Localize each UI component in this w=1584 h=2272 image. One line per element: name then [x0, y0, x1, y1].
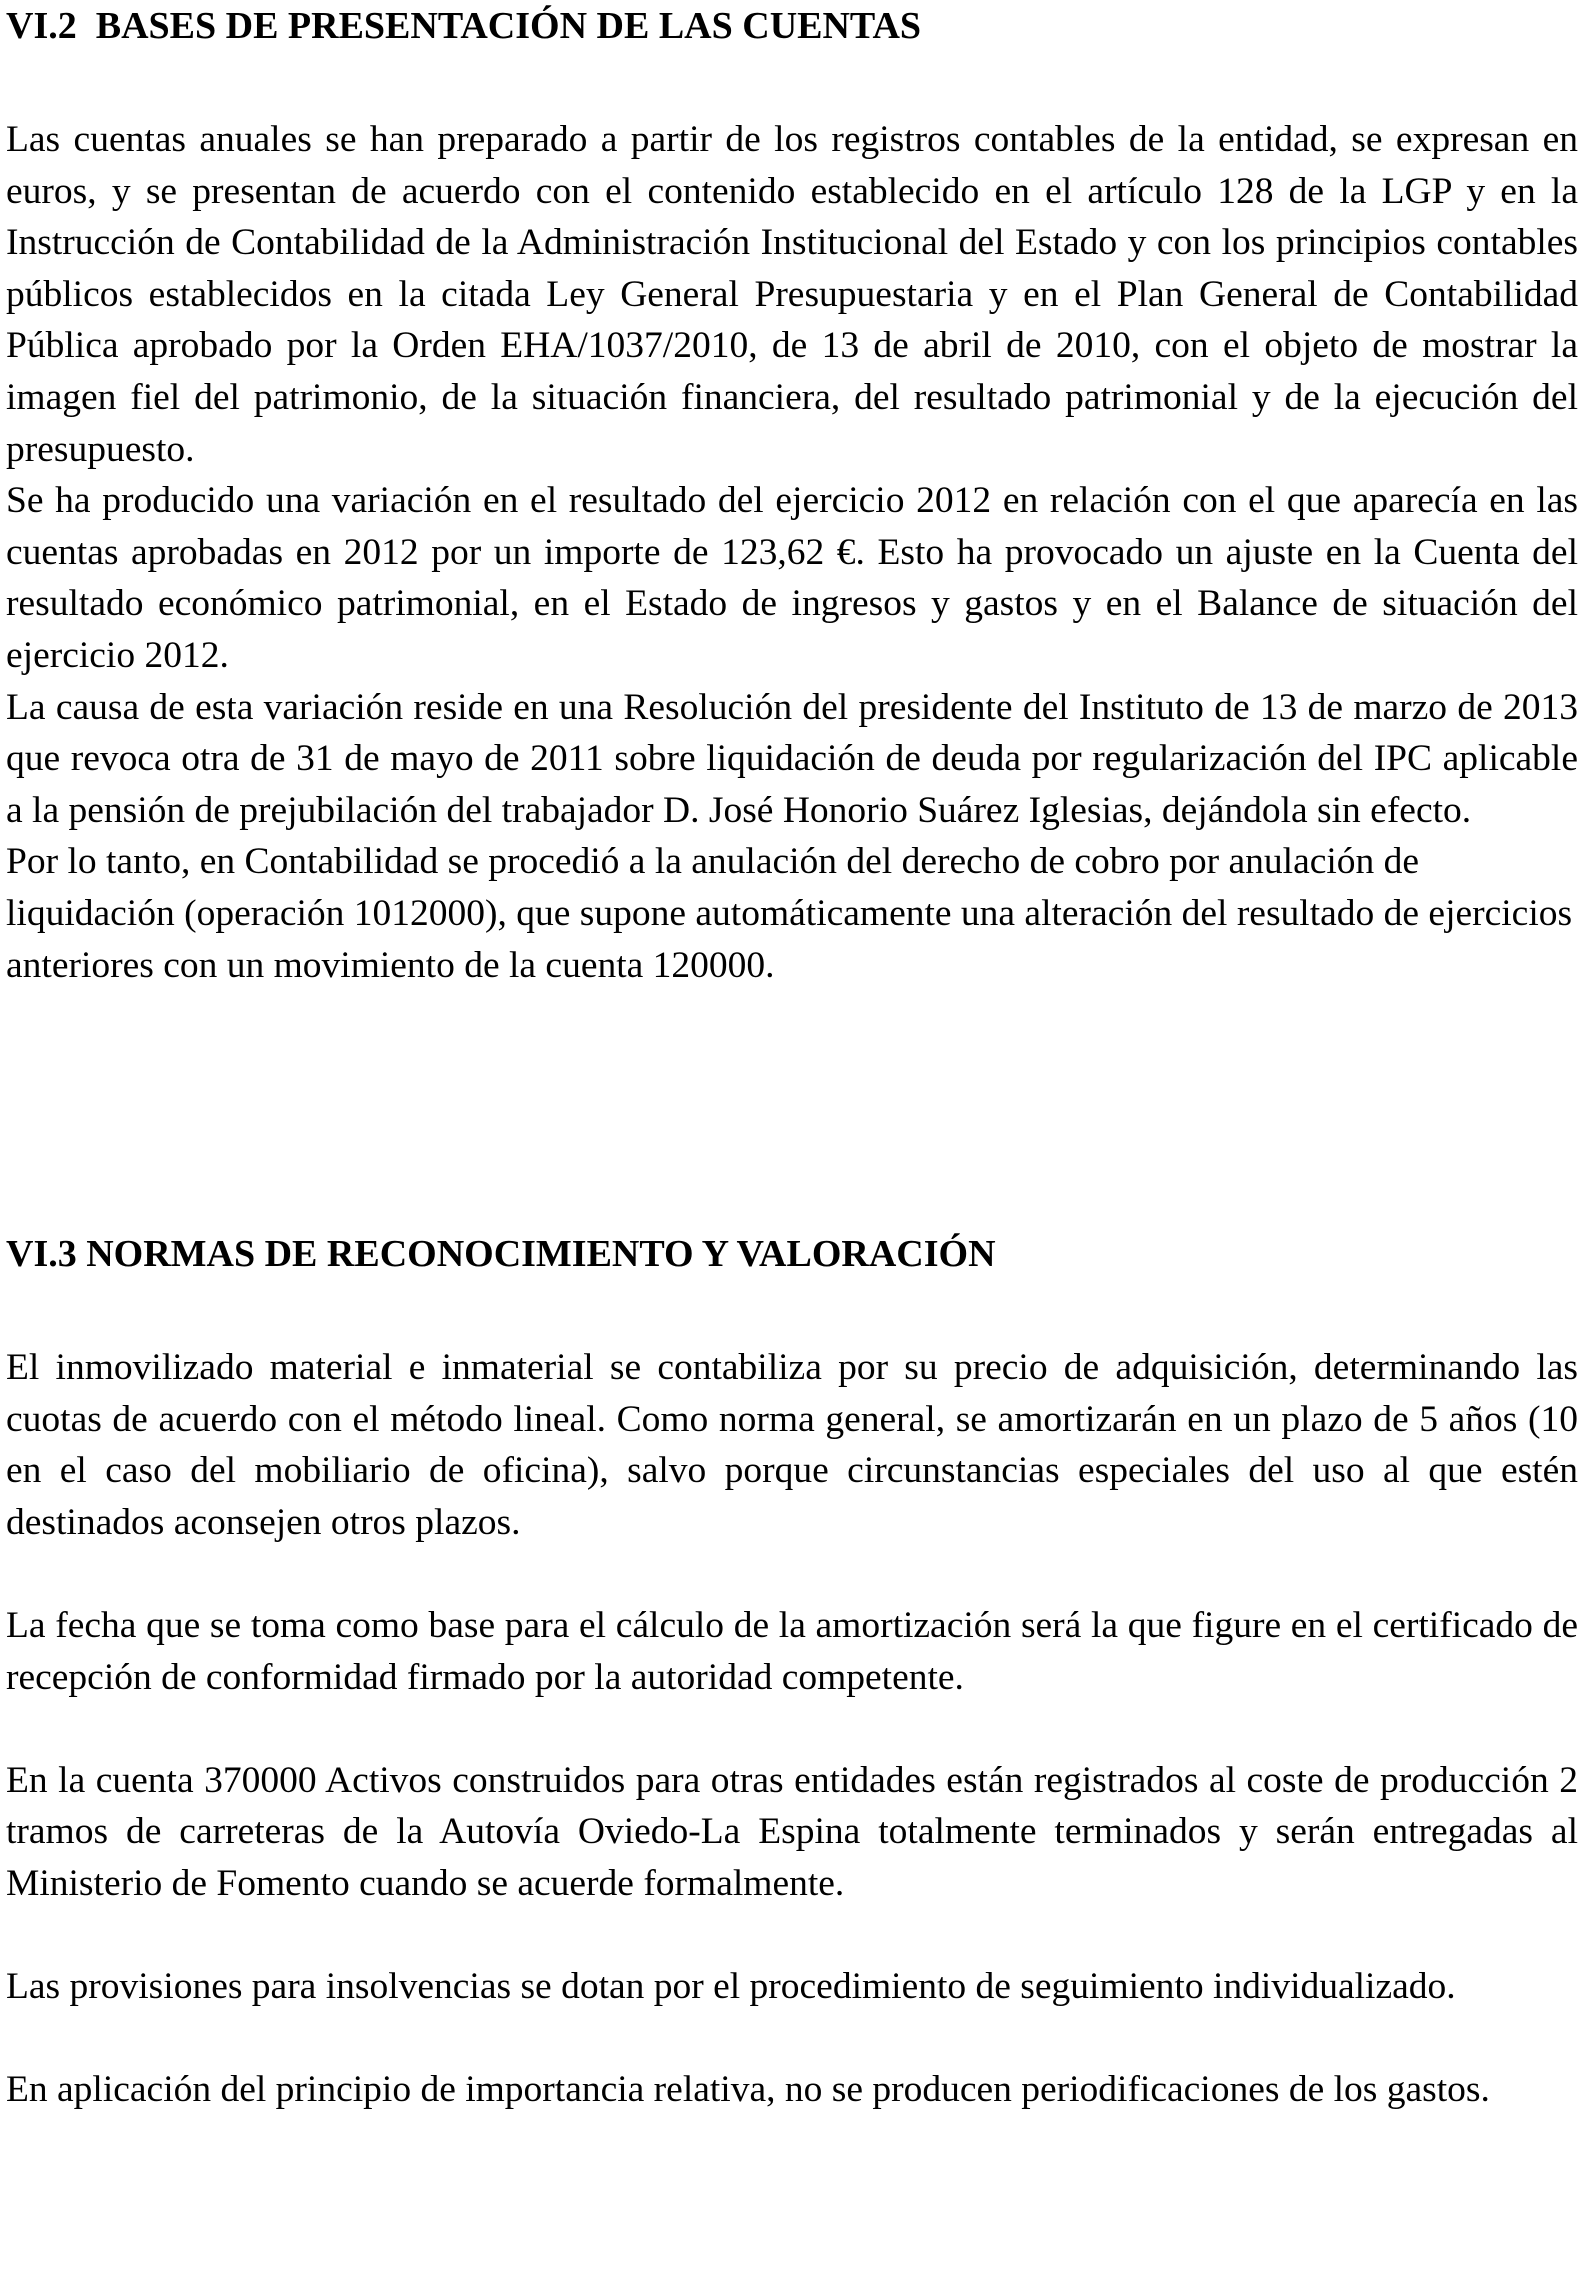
paragraph-anulacion-derecho: Por lo tanto, en Contabilidad se procedió a la anulación del derecho de cobro por anulación de liquidación (operación 1012000), que supone automáticamente una alteración del resultado de ejercicios anteriores con un movimiento de la cuenta 120000.: [6, 841, 1573, 986]
paragraph-variacion-resultado: Se ha producido una variación en el resultado del ejercicio 2012 en relación con el que aparecía en las cuentas aprobadas en 2012 por un importe de 123,62 €. Esto ha provocado un ajuste en la Cuenta del resultado económico patrimonial, en el Estado de ingresos y gastos y en el Balance de situación del ejercicio 2012.: [6, 480, 1578, 676]
paragraph-gap: [6, 1703, 1578, 1755]
paragraph-gap: [6, 2013, 1578, 2065]
paragraph-causa-variacion: La causa de esta variación reside en una Resolución del presidente del Instituto de 13 de marzo de 2013 que revoca otra de 31 de mayo de 2011 sobre liquidación de deuda por regularización del IPC aplicable a la pensión de prejubilación del trabajador D. José Honorio Suárez Iglesias, dejándola sin efecto.: [6, 686, 1578, 831]
section-body-vi2: [6, 114, 1578, 991]
paragraph-bases-presentacion: Las cuentas anuales se han preparado a partir de los registros contables de la entidad, se expresan en euros, y se presentan de acuerdo con el contenido establecido en el artículo 128 de la LGP y en la Instrucción de Contabilidad de la Administración Institucional del Estado y con los principios contables públicos establecidos en la citada Ley General Presupuestaria y en el Plan General de Contabilidad Pública aprobado por la Orden EHA/1037/2010, de 13 de abril de 2010, con el objeto de mostrar la imagen fiel del patrimonio, de la situación financiera, del resultado patrimonial y de la ejecución del presupuesto.: [6, 119, 1578, 470]
paragraph-gap: [6, 1548, 1578, 1600]
paragraph-cuenta-370000: En la cuenta 370000 Activos construidos para otras entidades están registrados al coste de producción 2 tramos de carreteras de la Autovía Oviedo-La Espina totalmente terminados y serán entregadas al Ministerio de Fomento cuando se acuerde formalmente.: [6, 1759, 1578, 1904]
paragraph-importancia-relativa: En aplicación del principio de importancia relativa, no se producen periodificaciones de los gastos.: [6, 2069, 1490, 2111]
section-heading-vi2: VI.2 BASES DE PRESENTACIÓN DE LAS CUENTAS: [6, 5, 922, 47]
paragraph-inmovilizado: El inmovilizado material e inmaterial se contabiliza por su precio de adquisición, determinando las cuotas de acuerdo con el método lineal. Como norma general, se amortizarán en un plazo de 5 años (10 en el caso del mobiliario de oficina), salvo porque circunstancias especiales del uso al que estén destinados aconsejen otros plazos.: [6, 1347, 1578, 1543]
section-heading-vi3: VI.3 NORMAS DE RECONOCIMIENTO Y VALORACIÓN: [6, 1233, 996, 1275]
paragraph-fecha-amortizacion: La fecha que se toma como base para el cálculo de la amortización será la que figure en el certificado de recepción de conformidad firmado por la autoridad competente.: [6, 1604, 1578, 1698]
paragraph-gap: [6, 1910, 1578, 1962]
section-body-vi3: [6, 1342, 1578, 2116]
paragraph-provisiones: Las provisiones para insolvencias se dotan por el procedimiento de seguimiento individualizado.: [6, 1966, 1456, 2008]
